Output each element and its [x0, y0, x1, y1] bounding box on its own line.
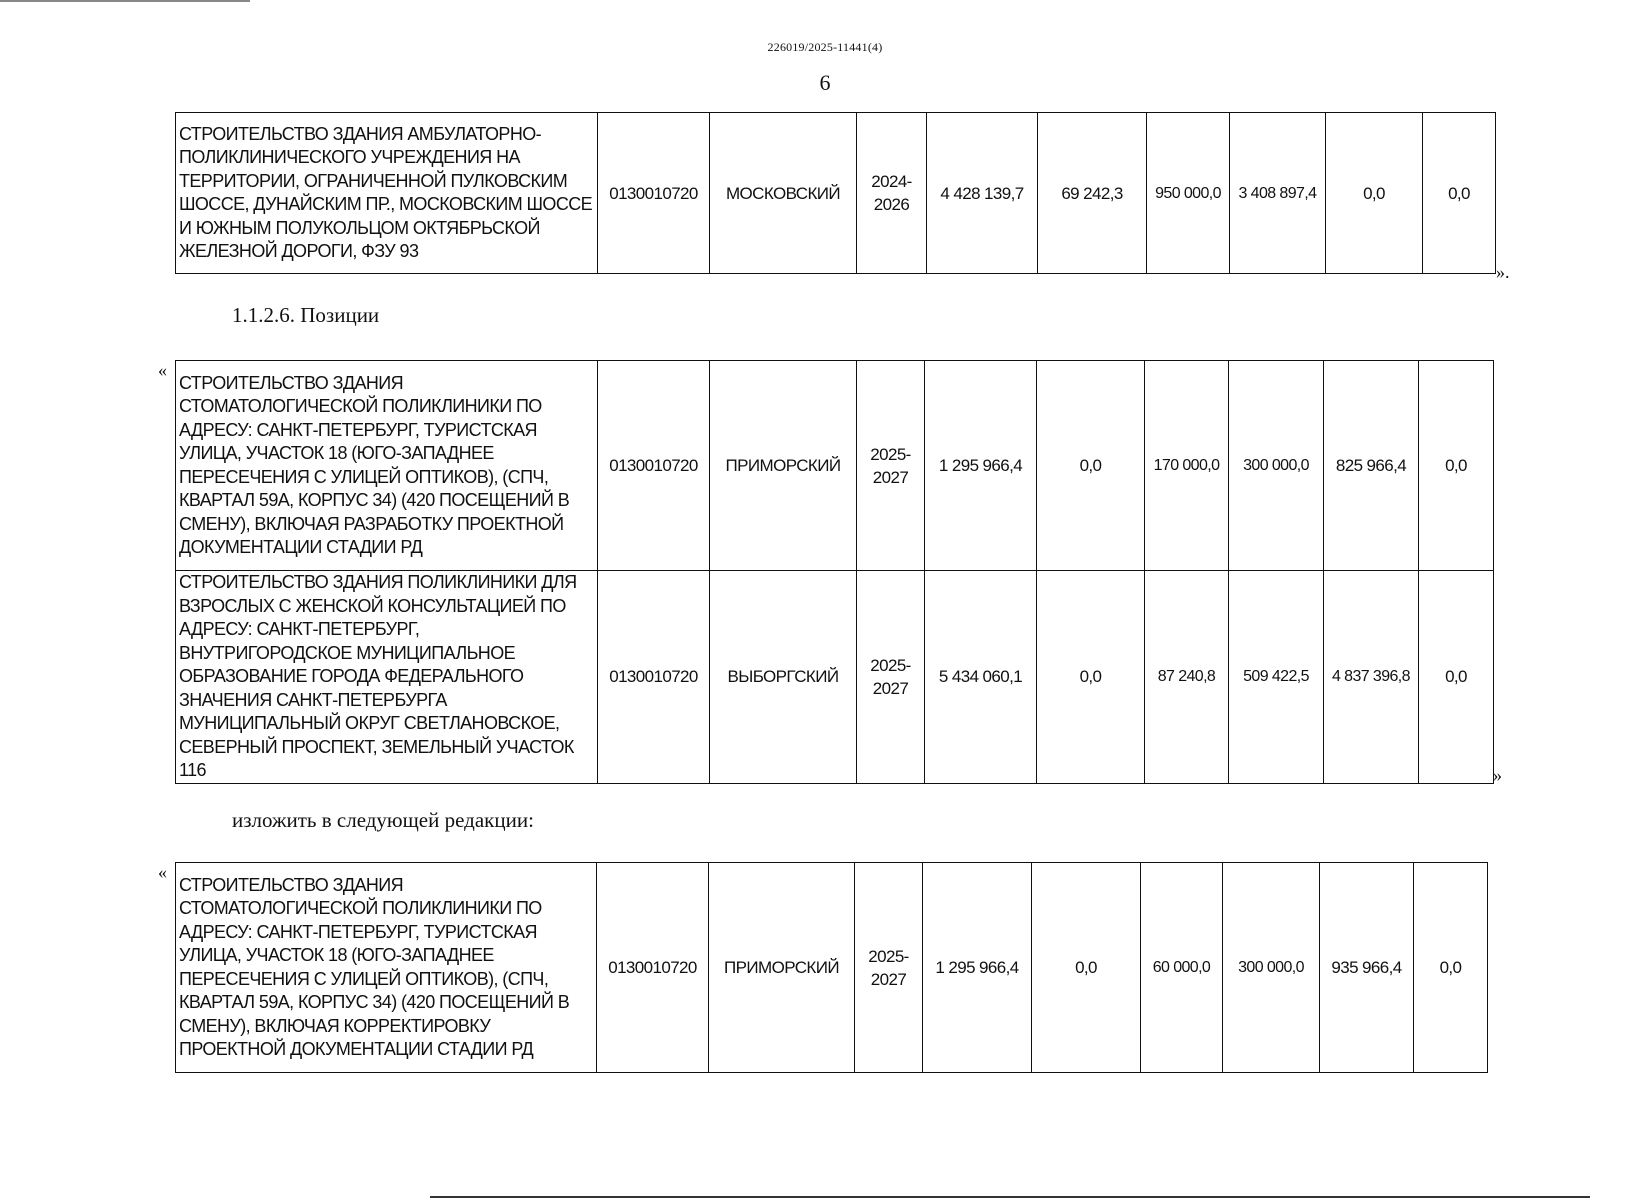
value-cell: 935 966,4 [1320, 863, 1414, 1073]
document-registration-number: 226019/2025-11441(4) [767, 40, 883, 54]
object-name-cell: СТРОИТЕЛЬСТВО ЗДАНИЯ ПОЛИКЛИНИКИ ДЛЯ ВЗРОСЛЫХ С ЖЕНСКОЙ КОНСУЛЬТАЦИЕЙ ПО АДРЕСУ: САНКТ-ПЕТЕРБУРГ, ВНУТРИГОРОДСКОЕ МУНИЦИПАЛЬНОЕ ОБРАЗОВАНИЕ ГОРОДА ФЕДЕРАЛЬНОГО ЗНАЧЕНИЯ САНКТ-ПЕТЕРБУРГА МУНИЦИПАЛЬНЫЙ ОКРУГ СВЕТЛАНОВСКОЕ, СЕВЕРНЫЙ ПРОСПЕКТ, ЗЕМЕЛЬНЫЙ УЧАСТОК 116 [176, 571, 598, 784]
total-cost-cell: 1 295 966,4 [923, 863, 1032, 1073]
table-row [176, 113, 1496, 274]
value-cell: 0,0 [1037, 571, 1145, 784]
opening-quote: « [158, 360, 167, 380]
value-cell: 825 966,4 [1324, 361, 1419, 571]
closing-quote: ». [1496, 262, 1510, 282]
value-cell: 60 000,0 [1141, 863, 1223, 1073]
value-cell: 0,0 [1032, 863, 1141, 1073]
district-cell: ПРИМОРСКИЙ [710, 361, 857, 571]
period-cell: 2024-2026 [857, 113, 927, 274]
budget-code-cell: 0130010720 [598, 113, 710, 274]
period-cell: 2025-2027 [857, 571, 925, 784]
value-cell: 0,0 [1423, 113, 1496, 274]
district-cell: ПРИМОРСКИЙ [709, 863, 855, 1073]
opening-quote: « [158, 862, 167, 882]
scan-edge-mark [430, 1196, 1590, 1198]
period-cell: 2025-2027 [857, 361, 925, 571]
value-cell: 0,0 [1414, 863, 1488, 1073]
object-name-cell: СТРОИТЕЛЬСТВО ЗДАНИЯ СТОМАТОЛОГИЧЕСКОЙ ПОЛИКЛИНИКИ ПО АДРЕСУ: САНКТ-ПЕТЕРБУРГ, ТУРИСТСКАЯ УЛИЦА, УЧАСТОК 18 (ЮГО-ЗАПАДНЕЕ ПЕРЕСЕЧЕНИЯ С УЛИЦЕЙ ОПТИКОВ), (СПЧ, КВАРТАЛ 59А, КОРПУС 34) (420 ПОСЕЩЕНИЙ В СМЕНУ), ВКЛЮЧАЯ КОРРЕКТИРОВКУ ПРОЕКТНОЙ ДОКУМЕНТАЦИИ СТАДИИ РД [176, 863, 597, 1073]
value-cell: 0,0 [1037, 361, 1145, 571]
district-cell: МОСКОВСКИЙ [710, 113, 857, 274]
closing-quote: » [1493, 765, 1502, 785]
budget-code-cell: 0130010720 [598, 361, 710, 571]
object-name-cell: СТРОИТЕЛЬСТВО ЗДАНИЯ АМБУЛАТОРНО-ПОЛИКЛИНИЧЕСКОГО УЧРЕЖДЕНИЯ НА ТЕРРИТОРИИ, ОГРАНИЧЕННОЙ ПУЛКОВСКИМ ШОССЕ, ДУНАЙСКИМ ПР., МОСКОВСКИМ ШОССЕ И ЮЖНЫМ ПОЛУКОЛЬЦОМ ОКТЯБРЬСКОЙ ЖЕЛЕЗНОЙ ДОРОГИ, ФЗУ 93 [176, 113, 598, 274]
period-cell: 2025-2027 [855, 863, 923, 1073]
value-cell: 0,0 [1326, 113, 1423, 274]
paragraph-edit-instruction: изложить в следующей редакции: [232, 808, 534, 832]
paragraph-positions: 1.1.2.6. Позиции [232, 303, 380, 327]
value-cell: 300 000,0 [1223, 863, 1320, 1073]
value-cell: 950 000,0 [1147, 113, 1230, 274]
district-cell: ВЫБОРГСКИЙ [710, 571, 857, 784]
table-row [176, 863, 1488, 1073]
table-row [176, 361, 1494, 571]
value-cell: 4 837 396,8 [1324, 571, 1419, 784]
table-row [176, 571, 1494, 784]
value-cell: 0,0 [1419, 361, 1494, 571]
table-continuation [175, 112, 1496, 274]
table-current-positions [175, 360, 1494, 784]
value-cell: 300 000,0 [1229, 361, 1324, 571]
value-cell: 0,0 [1419, 571, 1494, 784]
scan-edge-mark [0, 0, 250, 2]
page-number: 6 [819, 70, 831, 95]
budget-code-cell: 0130010720 [597, 863, 709, 1073]
total-cost-cell: 4 428 139,7 [927, 113, 1038, 274]
total-cost-cell: 5 434 060,1 [925, 571, 1037, 784]
value-cell: 87 240,8 [1145, 571, 1229, 784]
budget-code-cell: 0130010720 [598, 571, 710, 784]
value-cell: 170 000,0 [1145, 361, 1229, 571]
value-cell: 69 242,3 [1038, 113, 1147, 274]
table-new-wording [175, 862, 1488, 1073]
value-cell: 509 422,5 [1229, 571, 1324, 784]
value-cell: 3 408 897,4 [1230, 113, 1326, 274]
total-cost-cell: 1 295 966,4 [925, 361, 1037, 571]
object-name-cell: СТРОИТЕЛЬСТВО ЗДАНИЯ СТОМАТОЛОГИЧЕСКОЙ ПОЛИКЛИНИКИ ПО АДРЕСУ: САНКТ-ПЕТЕРБУРГ, ТУРИСТСКАЯ УЛИЦА, УЧАСТОК 18 (ЮГО-ЗАПАДНЕЕ ПЕРЕСЕЧЕНИЯ С УЛИЦЕЙ ОПТИКОВ), (СПЧ, КВАРТАЛ 59А, КОРПУС 34) (420 ПОСЕЩЕНИЙ В СМЕНУ), ВКЛЮЧАЯ РАЗРАБОТКУ ПРОЕКТНОЙ ДОКУМЕНТАЦИИ СТАДИИ РД [176, 361, 598, 571]
